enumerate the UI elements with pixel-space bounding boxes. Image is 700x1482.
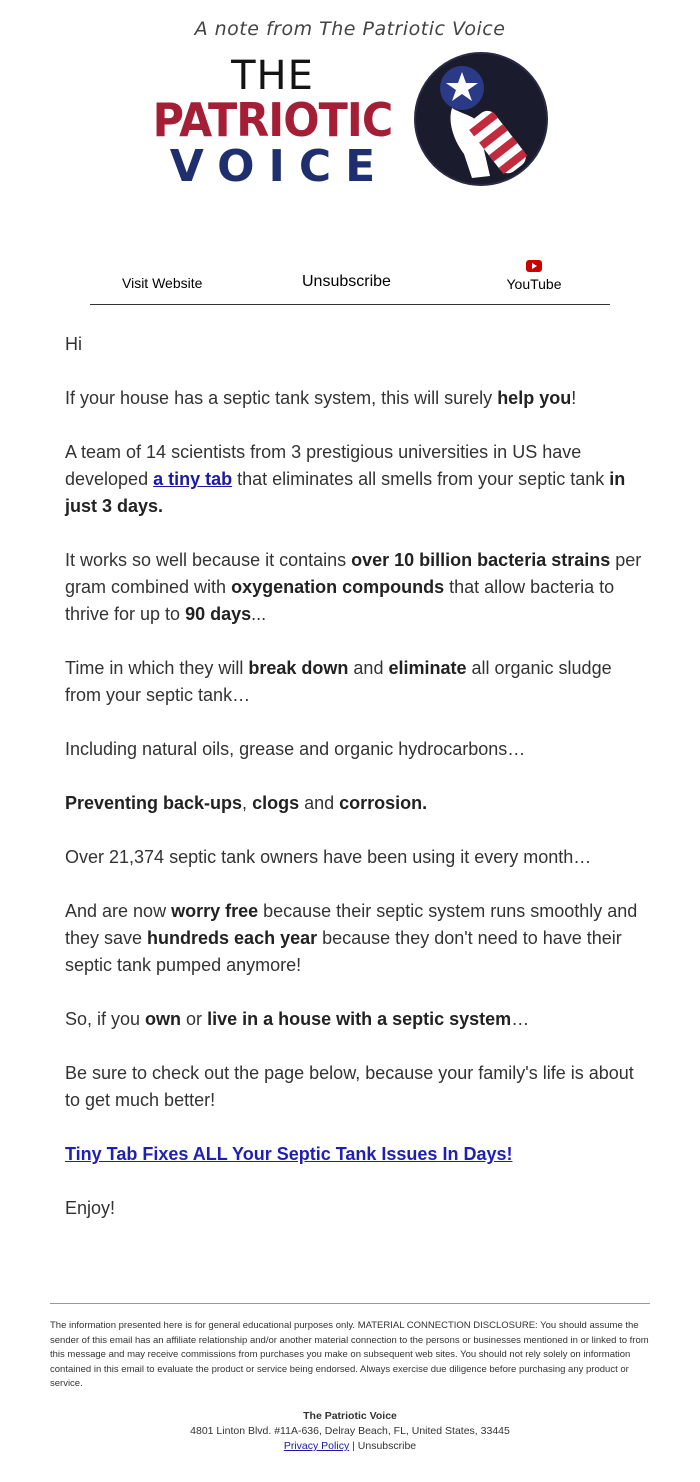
tiny-tab-link[interactable]: a tiny tab: [153, 469, 233, 489]
youtube-label: YouTube: [506, 276, 562, 292]
youtube-link[interactable]: [506, 258, 562, 292]
paragraph-breakdown: Time in which they will break down and eliminate all organic sludge from your septic tank…: [65, 658, 612, 705]
cta-link[interactable]: Tiny Tab Fixes ALL Your Septic Tank Issues In Days!: [65, 1144, 513, 1164]
paragraph-oils: Including natural oils, grease and organic hydrocarbons…: [65, 739, 526, 759]
top-nav: [90, 258, 610, 305]
paragraph-owners: Over 21,374 septic tank owners have been using it every month…: [65, 847, 592, 867]
email-body: [65, 331, 645, 1249]
paragraph-help: If your house has a septic tank system, this will surely help you!: [65, 388, 577, 408]
logo-line-the: THE: [231, 53, 314, 99]
disclaimer-text: The information presented here is for general educational purposes only. MATERIAL CONNECTION DISCLOSURE: You should assume the sender of this email has an affiliate relationship and/or another material connection to the persons or businesses mentioned in or linked to from this message and may receive commissions from purchases you make on subsequent web sites. You should not rely solely on information contained in this email to evaluate the product or service being endorsed. Always exercise due diligence before purchasing any product or service.: [50, 1320, 649, 1389]
logo-line-patriotic: PATRIOTIC: [152, 93, 393, 147]
company-address: 4801 Linton Blvd. #11A-636, Delray Beach, FL, United States, 33445: [190, 1425, 510, 1437]
logo-wordmark: [140, 48, 405, 192]
paragraph-own-house: So, if you own or live in a house with a septic system…: [65, 1009, 530, 1029]
signoff: Enjoy!: [65, 1198, 116, 1218]
footer-address-block: [0, 1409, 700, 1454]
footer-unsubscribe-link[interactable]: Unsubscribe: [357, 1440, 417, 1452]
logo-line-voice: VOICE: [169, 141, 390, 192]
paragraph-worry-free: And are now worry free because their septic system runs smoothly and they save hundreds each year because they don't need to have their septic tank pumped anymore!: [65, 901, 638, 975]
cta-paragraph: [65, 1141, 645, 1168]
youtube-icon: [526, 260, 542, 272]
paragraph-preventing: Preventing back-ups, clogs and corrosion.: [65, 793, 428, 813]
paragraph-scientists: A team of 14 scientists from 3 prestigious universities in US have developed a tiny tab that eliminates all smells from your septic tank in just 3 days.: [65, 442, 626, 516]
company-name: The Patriotic Voice: [303, 1410, 397, 1422]
footer-separator: |: [349, 1440, 358, 1452]
greeting: Hi: [65, 334, 82, 354]
footer-divider: [50, 1303, 650, 1304]
tagline: A note from The Patriotic Voice: [194, 18, 506, 40]
paragraph-check-out: Be sure to check out the page below, because your family's life is about to get much better!: [65, 1063, 634, 1110]
microphone-flag-icon: [412, 50, 550, 188]
paragraph-bacteria: It works so well because it contains over 10 billion bacteria strains per gram combined with oxygenation compounds that allow bacteria to thrive for up to 90 days...: [65, 550, 642, 624]
privacy-policy-link[interactable]: Privacy Policy: [283, 1440, 350, 1452]
patriotic-voice-logo: [140, 48, 560, 192]
unsubscribe-link[interactable]: Unsubscribe: [302, 273, 391, 290]
visit-website-link[interactable]: Visit Website: [122, 275, 203, 291]
